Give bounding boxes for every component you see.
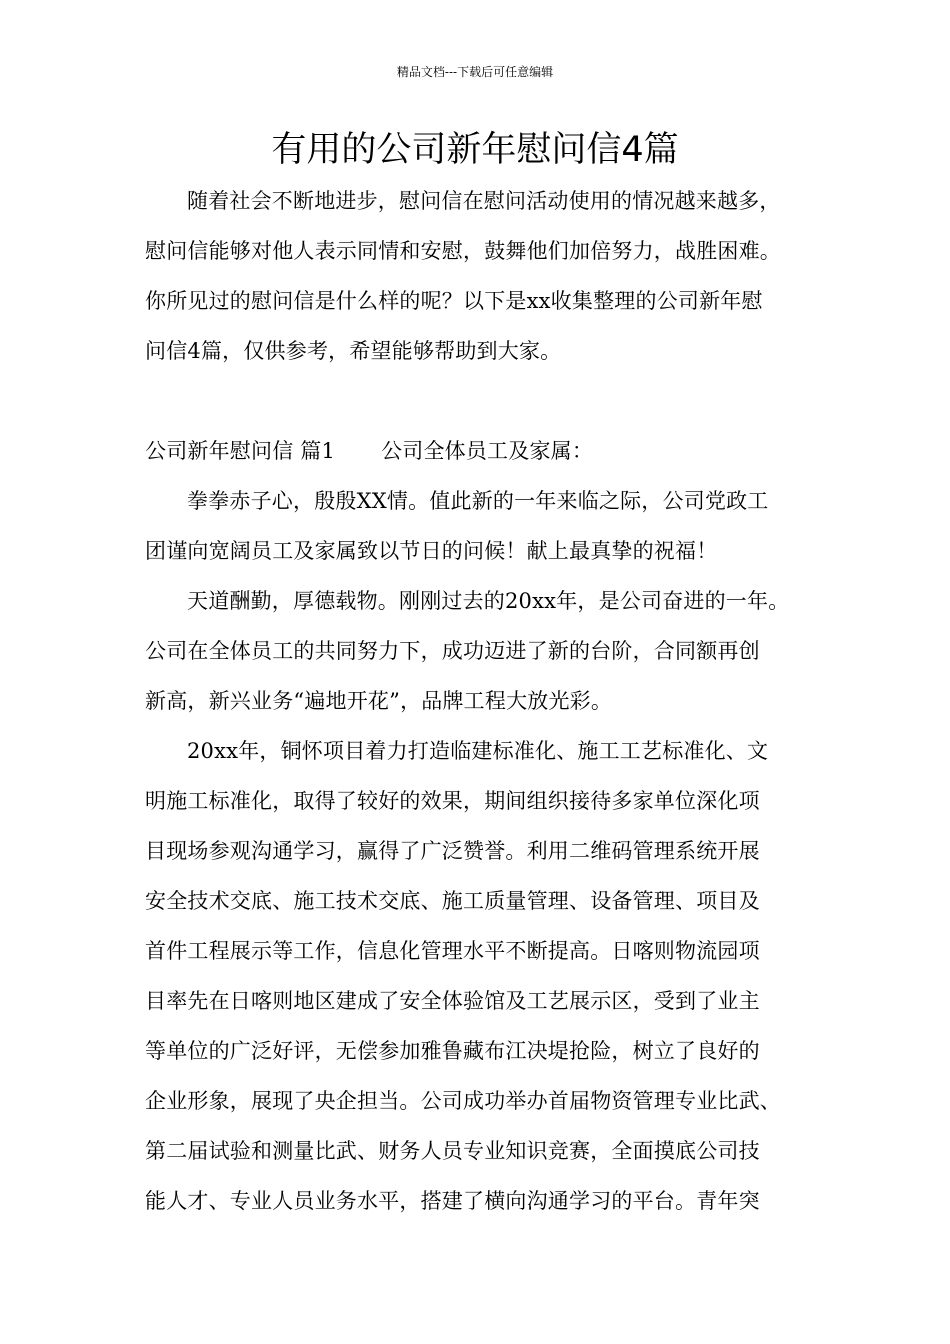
paragraph-line: 拳拳赤子心，殷殷XX情。值此新的一年来临之际，公司党政工 xyxy=(187,489,769,513)
section-heading-title: 公司新年慰问信 篇1 xyxy=(145,439,336,463)
paragraph-line: 20xx年，铜怀项目着力打造临建标准化、施工工艺标准化、文 xyxy=(187,739,769,763)
paragraph-line: 团谨向宽阔员工及家属致以节日的问候！献上最真挚的祝福！ xyxy=(145,539,718,563)
intro-line-1: 随着社会不断地进步，慰问信在慰问活动使用的情况越来越多， xyxy=(187,189,781,213)
paragraph-line: 能人才、专业人员业务水平，搭建了横向沟通学习的平台。青年突 xyxy=(145,1189,760,1213)
paragraph-line: 首件工程展示等工作，信息化管理水平不断提高。日喀则物流园项 xyxy=(145,939,760,963)
paragraph-line: 安全技术交底、施工技术交底、施工质量管理、设备管理、项目及 xyxy=(145,889,760,913)
paragraph-line: 目率先在日喀则地区建成了安全体验馆及工艺展示区，受到了业主 xyxy=(145,989,760,1013)
intro-line-4: 问信4篇，仅供参考，希望能够帮助到大家。 xyxy=(145,339,562,363)
paragraph-line: 公司在全体员工的共同努力下，成功迈进了新的台阶，合同额再创 xyxy=(145,639,760,663)
paragraph-line: 明施工标准化，取得了较好的效果，期间组织接待多家单位深化项 xyxy=(145,789,760,813)
paragraph-line: 目现场参观沟通学习，赢得了广泛赞誉。利用二维码管理系统开展 xyxy=(145,839,760,863)
paragraph-line: 等单位的广泛好评，无偿参加雅鲁藏布江决堤抢险，树立了良好的 xyxy=(145,1039,760,1063)
paragraph-line: 天道酬勤，厚德载物。刚刚过去的20xx年，是公司奋进的一年。 xyxy=(187,589,790,613)
section-heading-1 xyxy=(145,436,825,466)
intro-line-2: 慰问信能够对他人表示同情和安慰，鼓舞他们加倍努力，战胜困难。 xyxy=(145,239,781,263)
header-note: 精品文档---下载后可任意编辑 xyxy=(396,65,554,79)
paragraph-line: 第二届试验和测量比武、财务人员专业知识竞赛，全面摸底公司技 xyxy=(145,1139,760,1163)
letter-salutation: 公司全体员工及家属： xyxy=(381,439,594,463)
intro-line-3: 你所见过的慰问信是什么样的呢？以下是xx收集整理的公司新年慰 xyxy=(145,289,763,313)
paragraph-line: 新高，新兴业务“遍地开花”，品牌工程大放光彩。 xyxy=(145,689,613,713)
paragraph-line: 企业形象，展现了央企担当。公司成功举办首届物资管理专业比武、 xyxy=(145,1089,781,1113)
document-title: 有用的公司新年慰问信4篇 xyxy=(271,130,679,170)
